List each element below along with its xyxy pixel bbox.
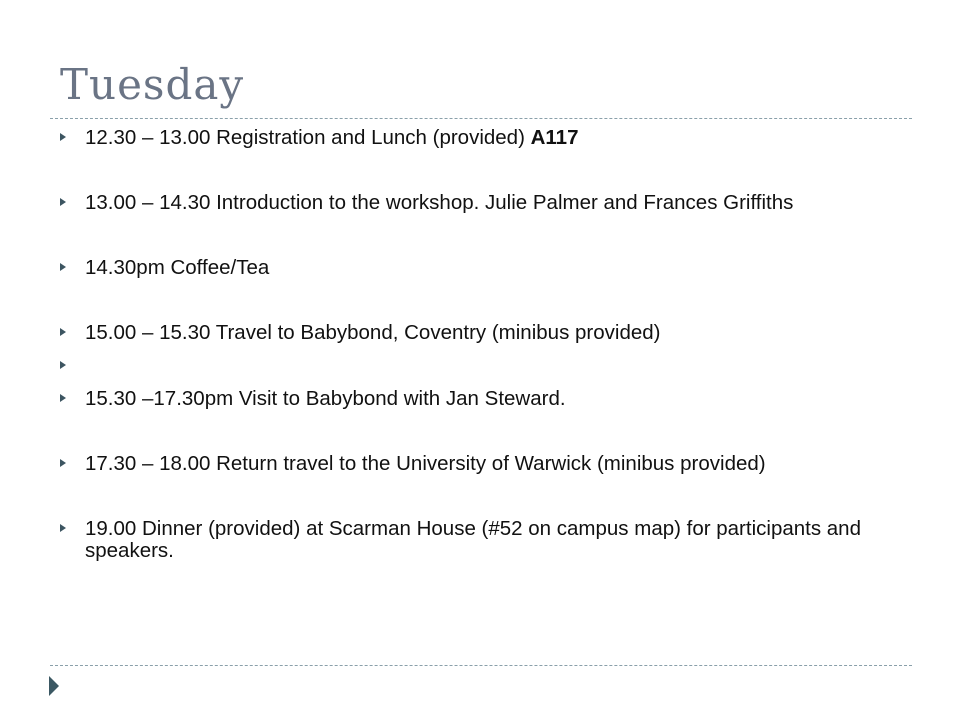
bullet-arrow-icon: [60, 133, 66, 141]
footer-divider: [50, 665, 912, 666]
agenda-item: [60, 257, 920, 279]
agenda-item-empty: [60, 355, 920, 377]
agenda-item: [60, 127, 920, 149]
agenda-item-text: 14.30pm Coffee/Tea: [85, 256, 270, 279]
bullet-arrow-icon: [60, 361, 66, 369]
agenda-item-text: 12.30 – 13.00 Registration and Lunch (provided): [85, 126, 531, 149]
agenda-item: [60, 518, 920, 562]
agenda-item: [60, 322, 920, 344]
agenda-list: [60, 127, 920, 562]
agenda-item-text: 17.30 – 18.00 Return travel to the University of Warwick (minibus provided): [85, 452, 766, 475]
agenda-item-text: 13.00 – 14.30 Introduction to the workshop. Julie Palmer and Frances Griffiths: [85, 191, 794, 214]
bullet-arrow-icon: [60, 263, 66, 271]
bullet-arrow-icon: [60, 198, 66, 206]
bullet-arrow-icon: [60, 328, 66, 336]
footer-triangle-icon: [49, 676, 59, 696]
bullet-arrow-icon: [60, 524, 66, 532]
agenda-item-text: 19.00 Dinner (provided) at Scarman House (#52 on campus map) for participants and speakers.: [85, 517, 861, 562]
bullet-arrow-icon: [60, 394, 66, 402]
title-divider: [50, 118, 912, 119]
agenda-item: [60, 453, 920, 475]
agenda-item: [60, 192, 920, 214]
agenda-item-text: 15.00 – 15.30 Travel to Babybond, Coventry (minibus provided): [85, 321, 661, 344]
room-label: A117: [530, 126, 579, 149]
slide-title: Tuesday: [60, 60, 245, 109]
agenda-item-text: 15.30 –17.30pm Visit to Babybond with Jan Steward.: [85, 387, 566, 410]
agenda-item: [60, 388, 920, 410]
bullet-arrow-icon: [60, 459, 66, 467]
